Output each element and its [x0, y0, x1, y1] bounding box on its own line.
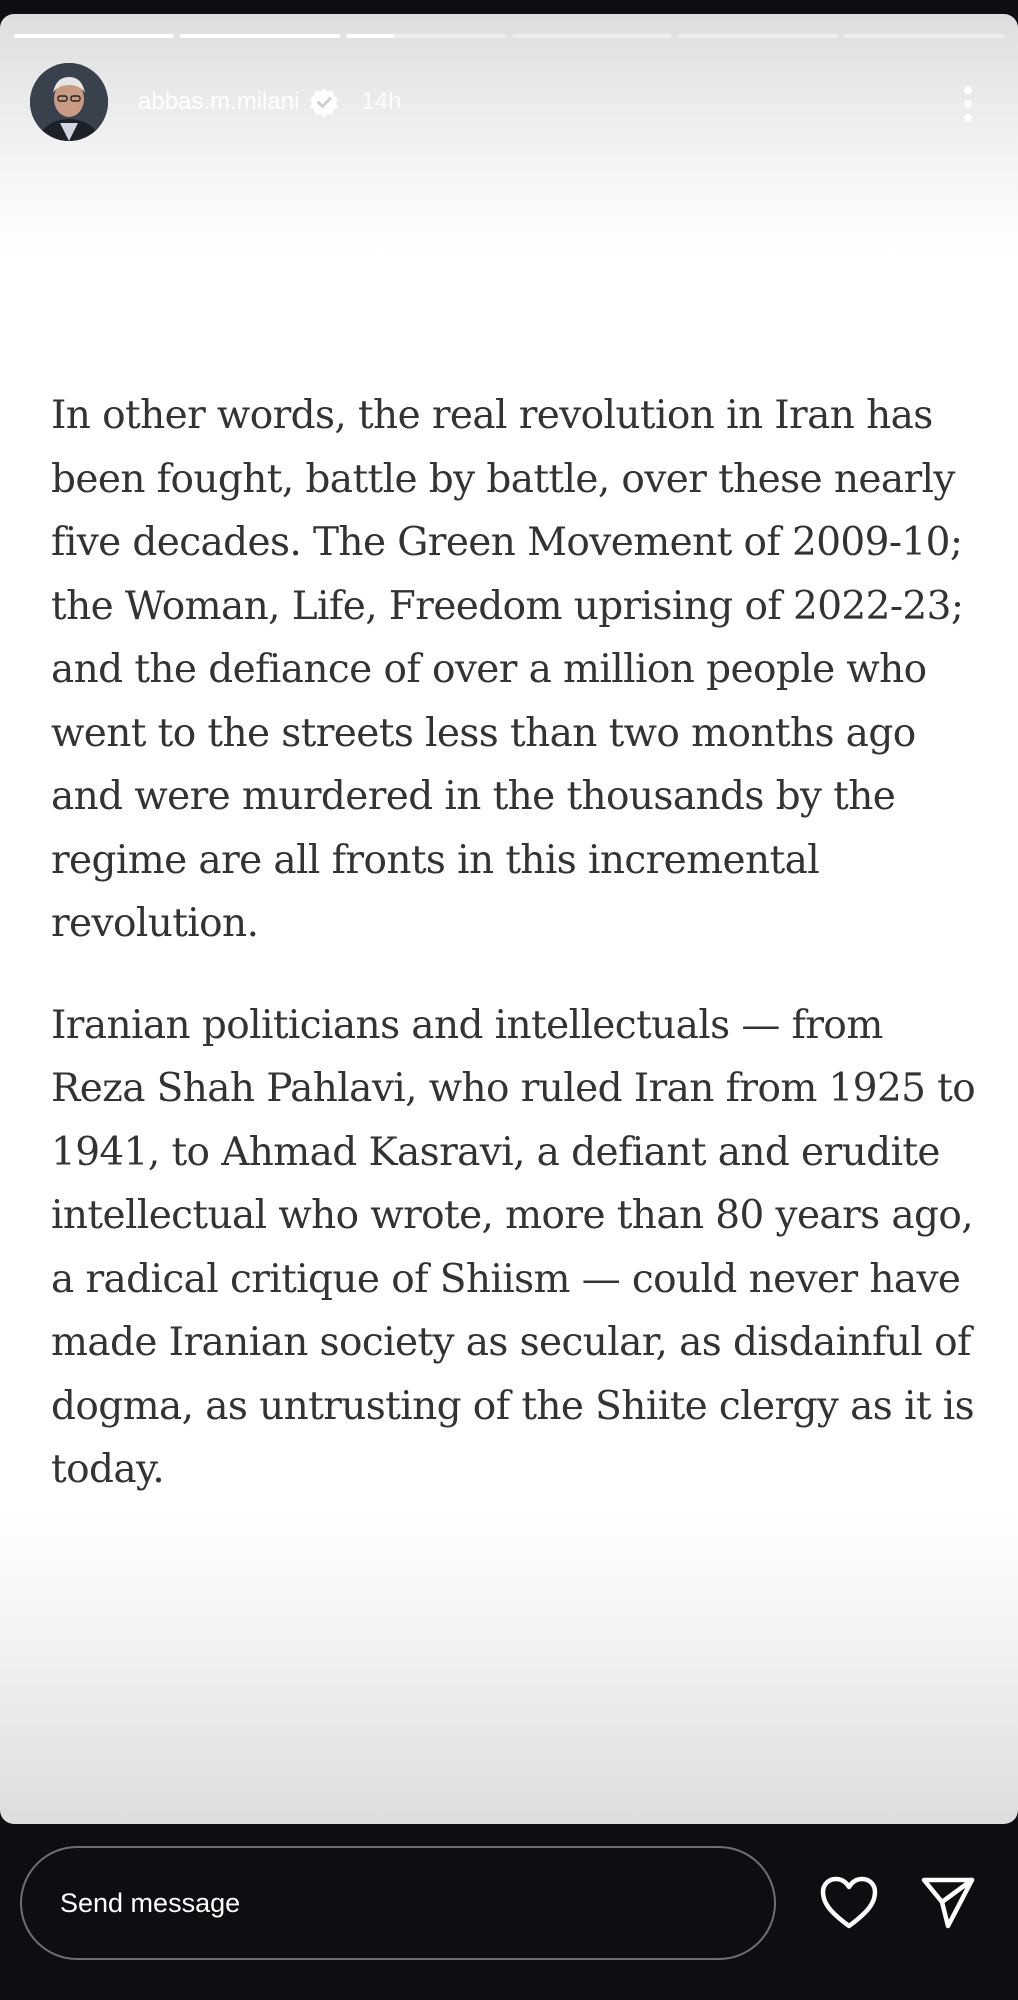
progress-segment [14, 34, 174, 38]
progress-segment [512, 34, 672, 38]
progress-segment [844, 34, 1004, 38]
story-text [51, 384, 981, 1540]
story-paragraph: In other words, the real revolution in Iran has been fought, battle by battle, over these nearly five decades. The Green Movement of 2009-10; the Woman, Life, Freedom uprising of 2022-23; and the defiance of over a million people who went to the streets less than two months ago and were murdered in the thousands by the regime are all fronts in this incremental revolution. [51, 393, 964, 946]
avatar[interactable] [30, 63, 108, 141]
progress-segment [180, 34, 340, 38]
send-message-input[interactable] [20, 1846, 776, 1960]
story-paragraph: Iranian politicians and intellectuals — from Reza Shah Pahlavi, who ruled Iran from 1925 to 1941, to Ahmad Kasravi, a defiant and erudite intellectual who wrote, more than 80 years ago, a radical critique of Shiism — could never have made Iranian society as secular, as disdainful of dogma, as untrusting of the Shiite clergy as it is today. [51, 1002, 976, 1492]
more-vertical-icon[interactable] [958, 84, 978, 124]
reply-bar [0, 1824, 1018, 2000]
verified-badge-icon [309, 87, 339, 117]
story-progress-bar [14, 34, 1004, 38]
progress-segment [346, 34, 506, 38]
heart-icon[interactable] [820, 1876, 878, 1930]
username[interactable]: abbas.m.milani [138, 88, 300, 115]
story-header [30, 62, 990, 142]
paper-plane-icon[interactable] [920, 1874, 976, 1930]
post-time: 14h [361, 88, 402, 115]
progress-segment [678, 34, 838, 38]
story-viewer[interactable] [0, 14, 1018, 1824]
send-message-placeholder: Send message [60, 1887, 241, 1918]
